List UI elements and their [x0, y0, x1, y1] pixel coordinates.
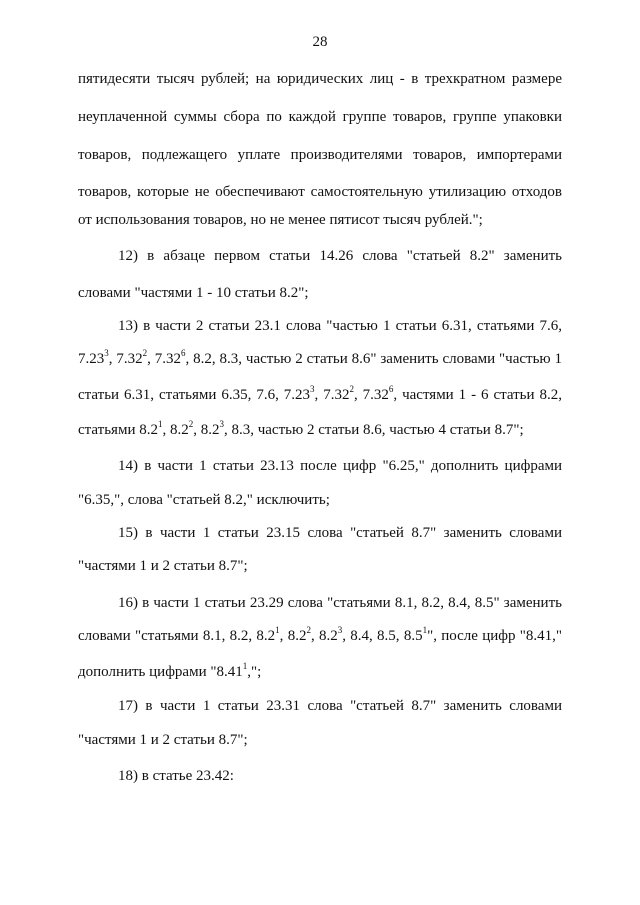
text-line: 7.23$^3$, 7.32$^2$, 7.32$^6$, 8.2, 8.3, частью 2 статьи 8.6" заменить словами "частью 1 [78, 348, 563, 367]
text-line: "частями 1 и 2 статьи 8.7"; [78, 558, 248, 574]
text-line: пятидесяти тысяч рублей; на юридических лиц - в трехкратном размере [78, 71, 562, 87]
text-line: 14) в части 1 статьи 23.13 после цифр "6.25," дополнить цифрами [118, 458, 562, 474]
page-number: 28 [312, 34, 328, 50]
text-line: "6.35,", слова "статьей 8.2," исключить; [78, 492, 330, 508]
text-line: дополнить цифрами "8.41$^1$,"; [78, 661, 262, 680]
text-line: неуплаченной суммы сбора по каждой группе товаров, группе упаковки [78, 109, 562, 125]
text-line: 18) в статье 23.42: [118, 768, 234, 784]
text-line: статьями $8.2^1$, $8.2^2$, $8.2^3$, 8.3, частью 2 статьи 8.6, частью 4 статьи 8.7"; [78, 419, 524, 438]
text-line: 17) в части 1 статьи 23.31 слова "статьей 8.7" заменить словами [118, 698, 562, 714]
text-line: товаров, подлежащего уплате производителями товаров, импортерами [78, 147, 562, 163]
text-line: словами "статьями 8.1, 8.2, $8.2^1$, $8.2^2$, $8.2^3$, 8.4, 8.5, $8.5^1$", после цифр "8.41," [78, 625, 563, 644]
text-line: от использования товаров, но не менее пятисот тысяч рублей."; [78, 212, 483, 228]
text-line: 15) в части 1 статьи 23.15 слова "статьей 8.7" заменить словами [118, 525, 562, 541]
text-line: словами "частями 1 - 10 статьи 8.2"; [78, 285, 309, 301]
text-line: статьи 6.31, статьями 6.35, 7.6, 7.23$^3$, 7.32$^2$, 7.32$^6$, частями 1 - 6 статьи 8.2, [78, 384, 562, 403]
text-line: 16) в части 1 статьи 23.29 слова "статьями 8.1, 8.2, 8.4, 8.5" заменить [118, 595, 562, 611]
text-line: 13) в части 2 статьи 23.1 слова "частью 1 статьи 6.31, статьями 7.6, [118, 318, 562, 334]
text-line: 12) в абзаце первом статьи 14.26 слова "статьей 8.2" заменить [118, 248, 562, 264]
text-line: товаров, которые не обеспечивают самостоятельную утилизацию отходов [78, 184, 562, 200]
text-line: "частями 1 и 2 статьи 8.7"; [78, 732, 248, 748]
